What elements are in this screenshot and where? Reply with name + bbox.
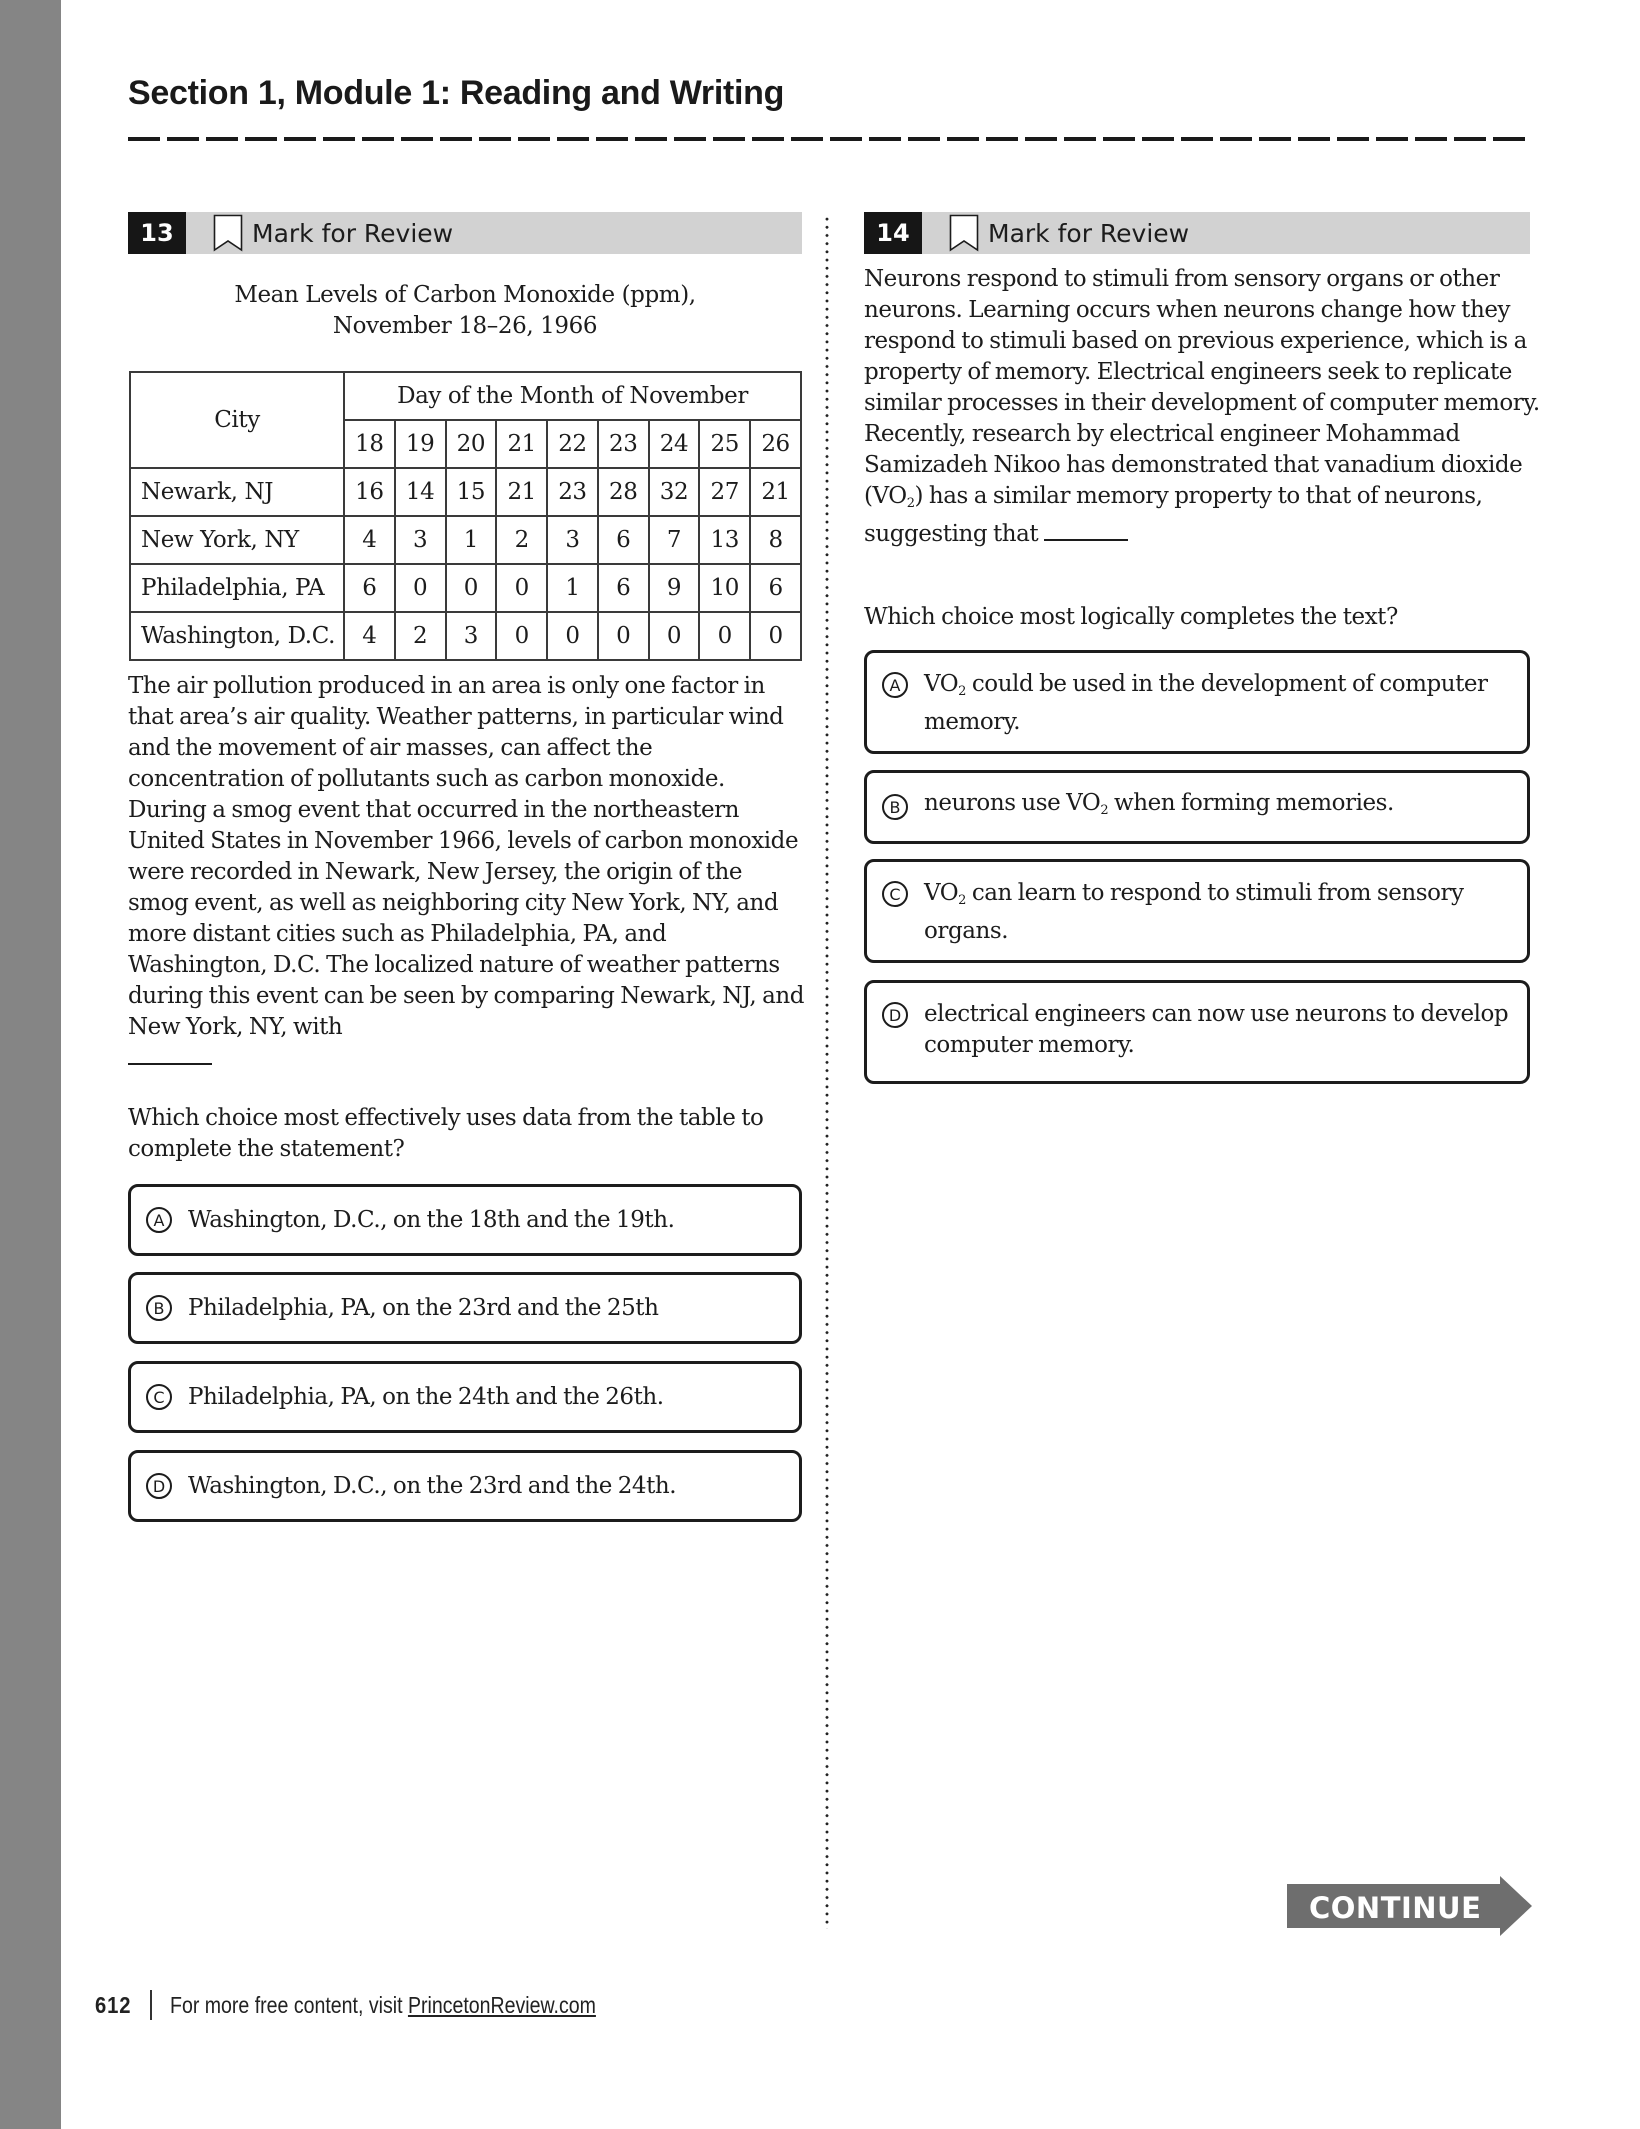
question-13-prompt: Which choice most effectively uses data from the table to complete the statement? bbox=[128, 1105, 764, 1162]
value-cell: 9 bbox=[649, 564, 700, 612]
choice-text-part: electrical engineers can now use neurons to develop computer memory. bbox=[924, 1001, 1509, 1058]
question-14-prompt: Which choice most logically completes the text? bbox=[864, 604, 1398, 630]
value-cell: 1 bbox=[547, 564, 598, 612]
question-number: 14 bbox=[864, 212, 922, 254]
choice-letter-c-icon: C bbox=[882, 881, 908, 907]
value-cell: 0 bbox=[699, 612, 750, 660]
choice-text bbox=[924, 669, 1527, 738]
choice-c[interactable] bbox=[864, 859, 1530, 963]
choice-letter-a-icon: A bbox=[882, 672, 908, 698]
value-cell: 0 bbox=[547, 612, 598, 660]
choice-text: Washington, D.C., on the 23rd and the 24th. bbox=[188, 1472, 677, 1499]
value-cell: 1 bbox=[446, 516, 497, 564]
column-group-header: Day of the Month of November bbox=[344, 372, 801, 420]
choice-text bbox=[924, 999, 1527, 1061]
question-number: 13 bbox=[128, 212, 186, 254]
choice-text-part: VO bbox=[924, 880, 959, 906]
question-14-passage bbox=[864, 264, 1540, 550]
value-cell: 7 bbox=[649, 516, 700, 564]
title-dashed-rule bbox=[128, 137, 1530, 141]
question-13-header bbox=[128, 212, 802, 254]
choice-text bbox=[924, 788, 1404, 826]
day-header: 22 bbox=[547, 420, 598, 468]
passage-text: Neurons respond to stimuli from sensory organs or other neurons. Learning occurs when neurons change how they respond to stimuli based on previous experience, which is a property of memory. Electrical engineers seek to replicate similar processes in their development of computer memory. Recently, research by electrical engineer Mohammad Samizadeh Nikoo has demonstrated that vanadium dioxide (VO bbox=[864, 266, 1540, 509]
choice-letter-d-icon: D bbox=[146, 1473, 172, 1499]
passage-text: The air pollution produced in an area is only one factor in that area’s air quality. Weather patterns, in particular wind and the movement of air masses, can affect the concentration of pollutants such as carbon monoxide. During a smog event that occurred in the northeastern United States in November 1966, levels of carbon monoxide were recorded in Newark, New Jersey, the origin of the smog event, as well as neighboring city New York, NY, and more distant cities such as Philadelphia, PA, and Washington, D.C. The localized nature of weather patterns during this event can be seen by comparing Newark, NJ, and New York, NY, with bbox=[128, 673, 805, 1040]
continue-label: CONTINUE bbox=[1309, 1891, 1482, 1925]
passage-text: ) has a similar memory property to that of neurons, suggesting that bbox=[864, 483, 1483, 547]
value-cell: 21 bbox=[750, 468, 801, 516]
table-title-line-2: November 18–26, 1966 bbox=[332, 313, 598, 339]
choice-text-part: could be used in the development of computer memory. bbox=[924, 671, 1488, 735]
day-header: 25 bbox=[699, 420, 750, 468]
table-row bbox=[130, 468, 801, 516]
mark-for-review-button[interactable]: Mark for Review bbox=[252, 218, 454, 248]
answer-blank bbox=[1044, 538, 1128, 541]
choice-letter-c-icon: C bbox=[146, 1384, 172, 1410]
table-row bbox=[130, 612, 801, 660]
choice-c[interactable] bbox=[128, 1361, 802, 1433]
carbon-monoxide-table bbox=[129, 371, 802, 661]
value-cell: 0 bbox=[446, 564, 497, 612]
city-cell: Philadelphia, PA bbox=[130, 564, 344, 612]
day-header: 26 bbox=[750, 420, 801, 468]
table-row bbox=[130, 516, 801, 564]
page-title: Section 1, Module 1: Reading and Writing bbox=[128, 74, 785, 112]
subscript: 2 bbox=[958, 893, 966, 908]
value-cell: 2 bbox=[395, 612, 446, 660]
value-cell: 0 bbox=[496, 564, 547, 612]
choice-letter-d-icon: D bbox=[882, 1002, 908, 1028]
continue-button[interactable] bbox=[1287, 1876, 1532, 1936]
day-header: 21 bbox=[496, 420, 547, 468]
day-header: 19 bbox=[395, 420, 446, 468]
day-header: 23 bbox=[598, 420, 649, 468]
value-cell: 6 bbox=[598, 564, 649, 612]
city-cell: Washington, D.C. bbox=[130, 612, 344, 660]
day-header: 24 bbox=[649, 420, 700, 468]
bookmark-icon[interactable] bbox=[213, 214, 243, 252]
value-cell: 10 bbox=[699, 564, 750, 612]
choice-text-part: can learn to respond to stimuli from sensory organs. bbox=[924, 880, 1464, 944]
choice-letter-b-icon: B bbox=[882, 794, 908, 820]
value-cell: 6 bbox=[750, 564, 801, 612]
choice-letter-b-icon: B bbox=[146, 1295, 172, 1321]
value-cell: 6 bbox=[598, 516, 649, 564]
choice-letter-a-icon: A bbox=[146, 1207, 172, 1233]
value-cell: 16 bbox=[344, 468, 395, 516]
choice-d[interactable] bbox=[864, 980, 1530, 1084]
choice-text: Washington, D.C., on the 18th and the 19th. bbox=[188, 1206, 675, 1233]
answer-blank bbox=[128, 1062, 212, 1065]
page-margin-bar bbox=[0, 0, 61, 2129]
page-footer bbox=[95, 1990, 671, 2020]
choice-d[interactable] bbox=[128, 1450, 802, 1522]
subscript: 2 bbox=[906, 496, 915, 511]
promo-text: For more free content, visit bbox=[170, 1991, 409, 2018]
value-cell: 0 bbox=[496, 612, 547, 660]
value-cell: 32 bbox=[649, 468, 700, 516]
value-cell: 0 bbox=[395, 564, 446, 612]
value-cell: 27 bbox=[699, 468, 750, 516]
choice-text: Philadelphia, PA, on the 24th and the 26th. bbox=[188, 1383, 664, 1410]
value-cell: 3 bbox=[395, 516, 446, 564]
column-header-city: City bbox=[130, 372, 344, 468]
choice-text-part: VO bbox=[924, 671, 959, 697]
value-cell: 15 bbox=[446, 468, 497, 516]
day-header: 18 bbox=[344, 420, 395, 468]
value-cell: 3 bbox=[547, 516, 598, 564]
mark-for-review-button[interactable]: Mark for Review bbox=[988, 218, 1190, 248]
column-divider bbox=[825, 215, 829, 1929]
value-cell: 28 bbox=[598, 468, 649, 516]
page-number: 612 bbox=[95, 1991, 132, 2018]
subscript: 2 bbox=[1100, 803, 1109, 818]
choice-text: Philadelphia, PA, on the 23rd and the 25th bbox=[188, 1294, 659, 1321]
value-cell: 23 bbox=[547, 468, 598, 516]
value-cell: 21 bbox=[496, 468, 547, 516]
value-cell: 3 bbox=[446, 612, 497, 660]
choice-a[interactable] bbox=[128, 1184, 802, 1256]
choice-text-part: neurons use VO bbox=[924, 790, 1101, 816]
footer-promo bbox=[170, 1992, 596, 2019]
table-title-line-1: Mean Levels of Carbon Monoxide (ppm), bbox=[234, 282, 696, 308]
value-cell: 4 bbox=[344, 612, 395, 660]
subscript: 2 bbox=[958, 684, 966, 699]
table-title bbox=[128, 280, 802, 342]
choice-b[interactable] bbox=[864, 770, 1530, 844]
city-cell: New York, NY bbox=[130, 516, 344, 564]
bookmark-icon[interactable] bbox=[949, 214, 979, 252]
value-cell: 2 bbox=[496, 516, 547, 564]
choice-text bbox=[924, 878, 1527, 947]
footer-separator bbox=[150, 1990, 152, 2020]
value-cell: 0 bbox=[598, 612, 649, 660]
princeton-review-link[interactable]: PrincetonReview.com bbox=[408, 1991, 597, 2018]
value-cell: 6 bbox=[344, 564, 395, 612]
value-cell: 14 bbox=[395, 468, 446, 516]
question-13-passage bbox=[128, 671, 808, 1074]
choice-b[interactable] bbox=[128, 1272, 802, 1344]
choice-a[interactable] bbox=[864, 650, 1530, 754]
value-cell: 13 bbox=[699, 516, 750, 564]
city-cell: Newark, NJ bbox=[130, 468, 344, 516]
value-cell: 0 bbox=[649, 612, 700, 660]
value-cell: 4 bbox=[344, 516, 395, 564]
choice-text-part: when forming memories. bbox=[1108, 790, 1394, 816]
table-row bbox=[130, 564, 801, 612]
value-cell: 8 bbox=[750, 516, 801, 564]
day-header: 20 bbox=[446, 420, 497, 468]
value-cell: 0 bbox=[750, 612, 801, 660]
question-14-header bbox=[864, 212, 1530, 254]
